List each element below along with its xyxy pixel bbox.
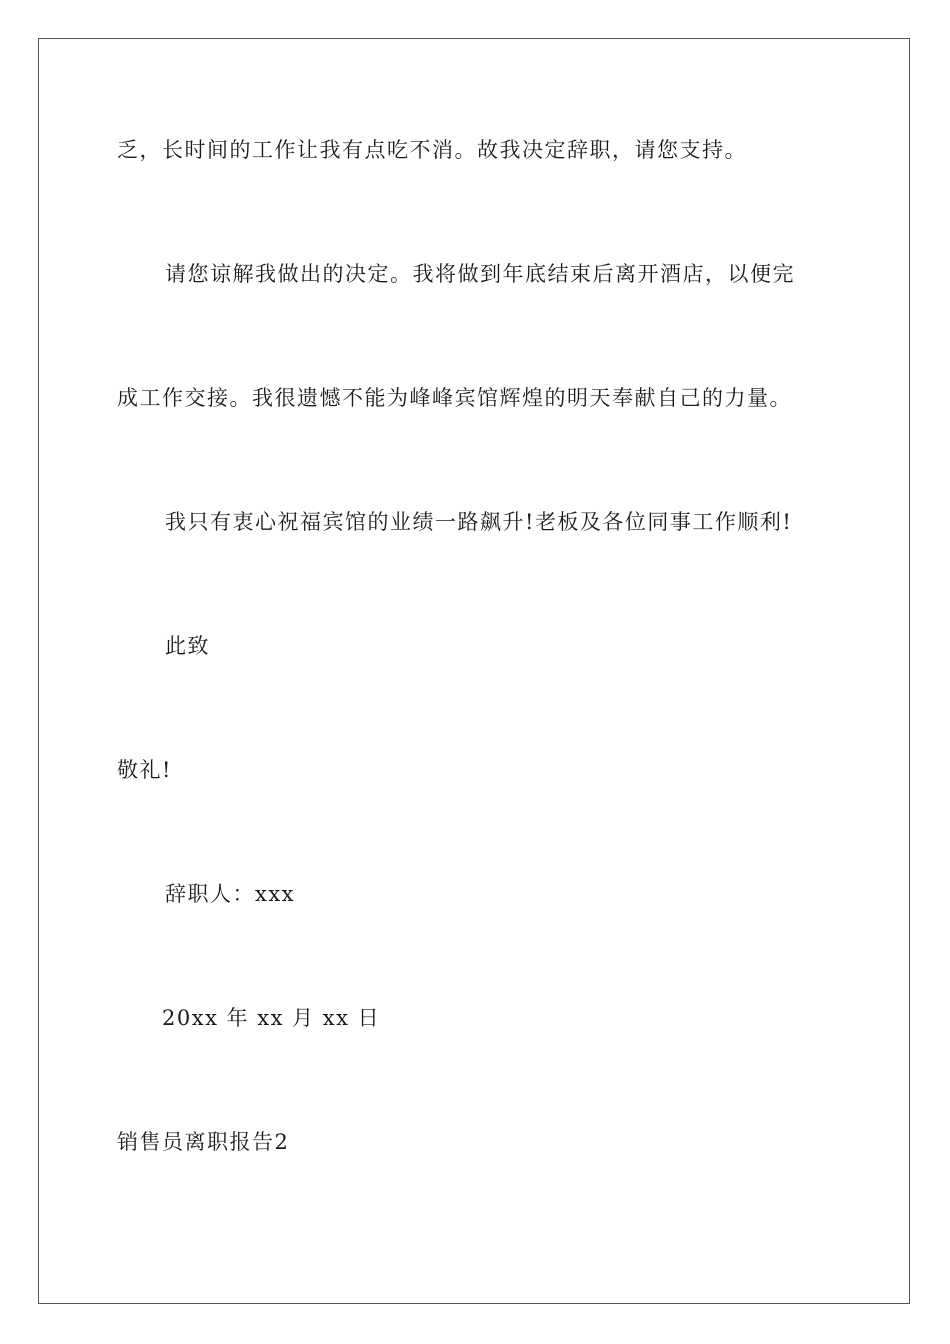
closing-phrase: 此致: [165, 634, 210, 658]
salutation: 敬礼!: [117, 758, 172, 782]
section-heading: 销售员离职报告2: [117, 1130, 290, 1154]
page-border: [38, 38, 910, 1304]
body-text-line-2: 请您谅解我做出的决定。我将做到年底结束后离开酒店，以便完: [165, 262, 795, 286]
body-text-line-4: 我只有衷心祝福宾馆的业绩一路飙升!老板及各位同事工作顺利!: [165, 510, 793, 534]
date-line: 20xx 年 xx 月 xx 日: [162, 1006, 381, 1030]
signature-line: 辞职人：xxx: [165, 882, 296, 906]
body-text-line-1: 乏，长时间的工作让我有点吃不消。故我决定辞职，请您支持。: [117, 138, 747, 162]
body-text-line-3: 成工作交接。我很遗憾不能为峰峰宾馆辉煌的明天奉献自己的力量。: [117, 386, 792, 410]
